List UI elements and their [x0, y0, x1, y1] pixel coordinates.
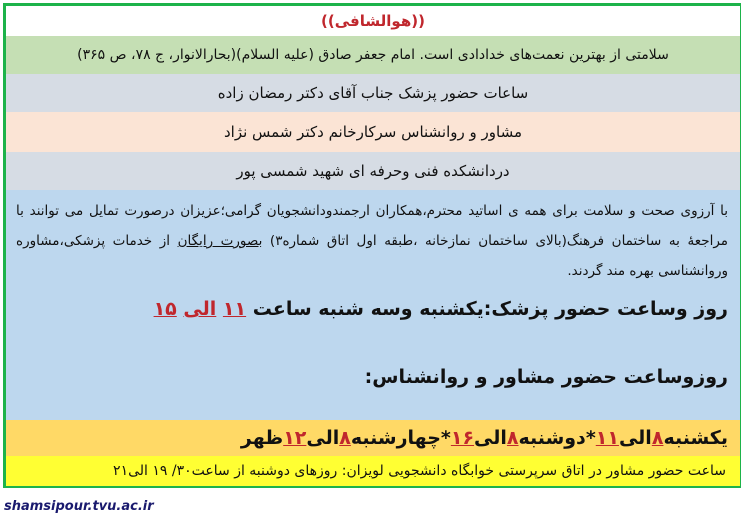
sep-2: الی — [474, 427, 507, 449]
announcement-paragraph — [16, 196, 728, 286]
paragraph-part1: با آرزوی صحت و سلامت برای همه ی اساتید محترم،همکاران ارجمندودانشجویان گرامی؛عزیزان درصورت تمایل می توانند با مراجعهٔ به ساختمان فرهنگ(بالای ساختمان نمازخانه ،طبقه اول اتاق شماره۳) — [16, 203, 729, 249]
hour-5: ۸ — [339, 427, 351, 449]
counselor-heading — [365, 366, 728, 388]
hour-1: ۸ — [651, 427, 664, 449]
sep-1: الی — [618, 427, 652, 449]
dorm-text: ساعت حضور مشاور در اتاق سرپرستی خوابگاه دانشجویی لویزان: روزهای دوشنبه از ساعت۳۰/ ۱۹ الی۲۱ — [113, 463, 726, 479]
paragraph-part3: از خدمات پزشکی،مشاوره وروانشناسی بهره مند گردند. — [16, 233, 728, 279]
doctor-hour-to: ۱۵ — [153, 298, 177, 320]
star-2: * — [440, 427, 451, 449]
day-sunday: یکشنبه — [663, 427, 728, 449]
free-service-note: بصورت رایگان — [177, 233, 263, 249]
hour-6: ۱۲ — [283, 427, 307, 449]
hour-3: ۸ — [506, 427, 519, 449]
hour-2: ۱۱ — [595, 427, 619, 449]
dorm-notice — [6, 456, 740, 486]
counselor-text: مشاور و روانشناس سرکارخانم دکتر شمس نژاد — [223, 123, 523, 141]
star-1: * — [585, 427, 596, 449]
day-monday: دوشنبه — [518, 427, 586, 449]
hour-4: ۱۶ — [450, 427, 475, 449]
title-text: ((هوالشافی)) — [321, 12, 425, 30]
day-wednesday: چهارشنبه — [350, 427, 441, 449]
footer — [0, 495, 746, 517]
hadith-text: سلامتی از بهترین نعمت‌های خدادادی است. امام جعفر صادق (علیه السلام)(بحارالانوار، ج ۷۸، ص ۳۶۵) — [77, 47, 669, 63]
faculty-text: دردانشکده فنی وحرفه ای شهید شمسی پور — [236, 162, 510, 180]
hadith-banner — [6, 36, 740, 74]
counselor-days — [6, 420, 740, 456]
doctor-banner — [6, 74, 740, 112]
page-title — [6, 6, 740, 36]
doctor-schedule — [154, 298, 728, 320]
counselor-heading-text: روزوساعت حضور مشاور و روانشناس: — [364, 366, 728, 388]
doctor-text: ساعات حضور پزشک جناب آقای دکتر رمضان زاده — [217, 84, 529, 102]
sep-3: الی — [306, 427, 340, 449]
noon-label: ظهر — [240, 427, 284, 449]
doctor-hour-from: ۱۱ — [222, 298, 247, 320]
counselor-banner — [6, 112, 740, 152]
site-url[interactable]: shamsipour.tvu.ac.ir — [4, 499, 154, 514]
doctor-hour-sep: الی — [183, 298, 217, 320]
doctor-schedule-label: روز وساعت حضور پزشک:یکشنبه وسه شنبه ساعت — [252, 298, 728, 320]
faculty-banner — [6, 152, 740, 190]
